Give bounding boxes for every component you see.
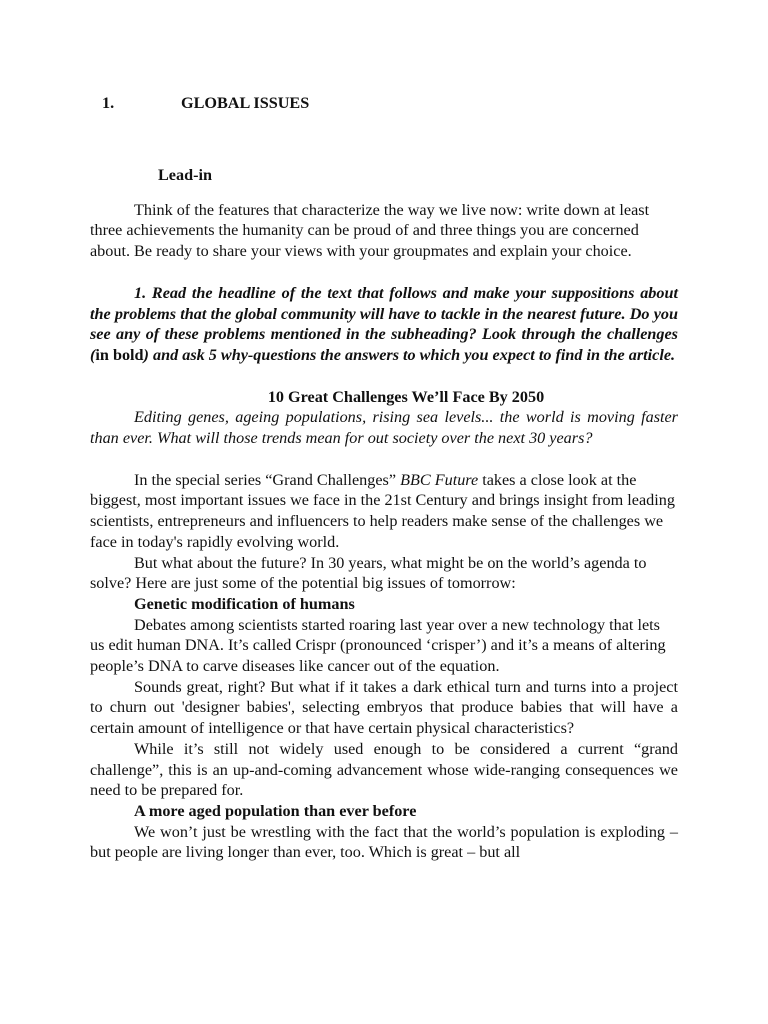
article-intro-paragraph-2: But what about the future? In 30 years, what might be on the world’s agenda to solve? Here are just some of the potential big issues of tomorrow: bbox=[90, 553, 647, 593]
task-1-part-3: ) and ask 5 why-questions the answers to which you expect to find in the article. bbox=[143, 345, 676, 364]
chapter-title: GLOBAL ISSUES bbox=[181, 94, 310, 112]
intro-text-a: In the special series “Grand Challenges” bbox=[134, 470, 401, 489]
task-1-in-bold: in bold bbox=[95, 345, 144, 364]
intro-text-b: takes a close look at the biggest, most important issues we face in the 21st Century and brings insight from leading scientists, entrepreneurs and influencers to help readers make sense of the challenges we face in today's rapidly evolving world. bbox=[90, 470, 675, 551]
article-title: 10 Great Challenges We’ll Face By 2050 bbox=[267, 387, 545, 406]
section-1-paragraph-2: Sounds great, right? But what if it takes a dark ethical turn and turns into a project to churn out 'designer babies', selecting embryos that produce babies that will have a certain amount of intelligence or that have certain physical characteristics? bbox=[90, 677, 678, 738]
chapter-heading bbox=[90, 93, 678, 115]
document-page bbox=[90, 93, 678, 863]
section-1-paragraph-1: Debates among scientists started roaring last year over a new technology that lets us edit human DNA. It’s called Crispr (pronounced ‘crisper’) and it’s a means of altering people’s DNA to carve diseases like cancer out of the equation. bbox=[90, 615, 666, 676]
intro-source-name: BBC Future bbox=[400, 470, 479, 489]
article-subheading: Editing genes, ageing populations, rising sea levels... the world is moving faster than ever. What will those trends mean for out society over the next 30 years? bbox=[90, 408, 678, 448]
article-intro-paragraph-1 bbox=[90, 470, 678, 553]
section-1-paragraph-3: While it’s still not widely used enough to be considered a current “grand challenge”, this is an up-and-coming advancement whose wide-ranging consequences we need to be prepared for. bbox=[90, 739, 678, 800]
task-1-instructions bbox=[90, 283, 678, 366]
lead-in-label: Lead-in bbox=[158, 166, 212, 184]
section-heading-aged-population: A more aged population than ever before bbox=[134, 801, 417, 820]
chapter-number: 1. bbox=[102, 94, 115, 112]
task-1-part-1: 1. Read the headline of the text that follows and make your suppositions about the problems that the global community will have to tackle in the nearest future. Do you see any of these problems mentioned in the subheading? Look through the challenges ( bbox=[90, 283, 678, 364]
section-2-paragraph-1: We won’t just be wrestling with the fact that the world’s population is exploding – but people are living longer than ever, too. Which is great – but all bbox=[90, 822, 678, 862]
section-heading-genetic-modification: Genetic modification of humans bbox=[134, 594, 355, 613]
lead-in-text: Think of the features that characterize the way we live now: write down at least three achievements the humanity can be proud of and three things you are concerned about. Be ready to share your views with your groupmates and explain your choice. bbox=[90, 200, 650, 261]
